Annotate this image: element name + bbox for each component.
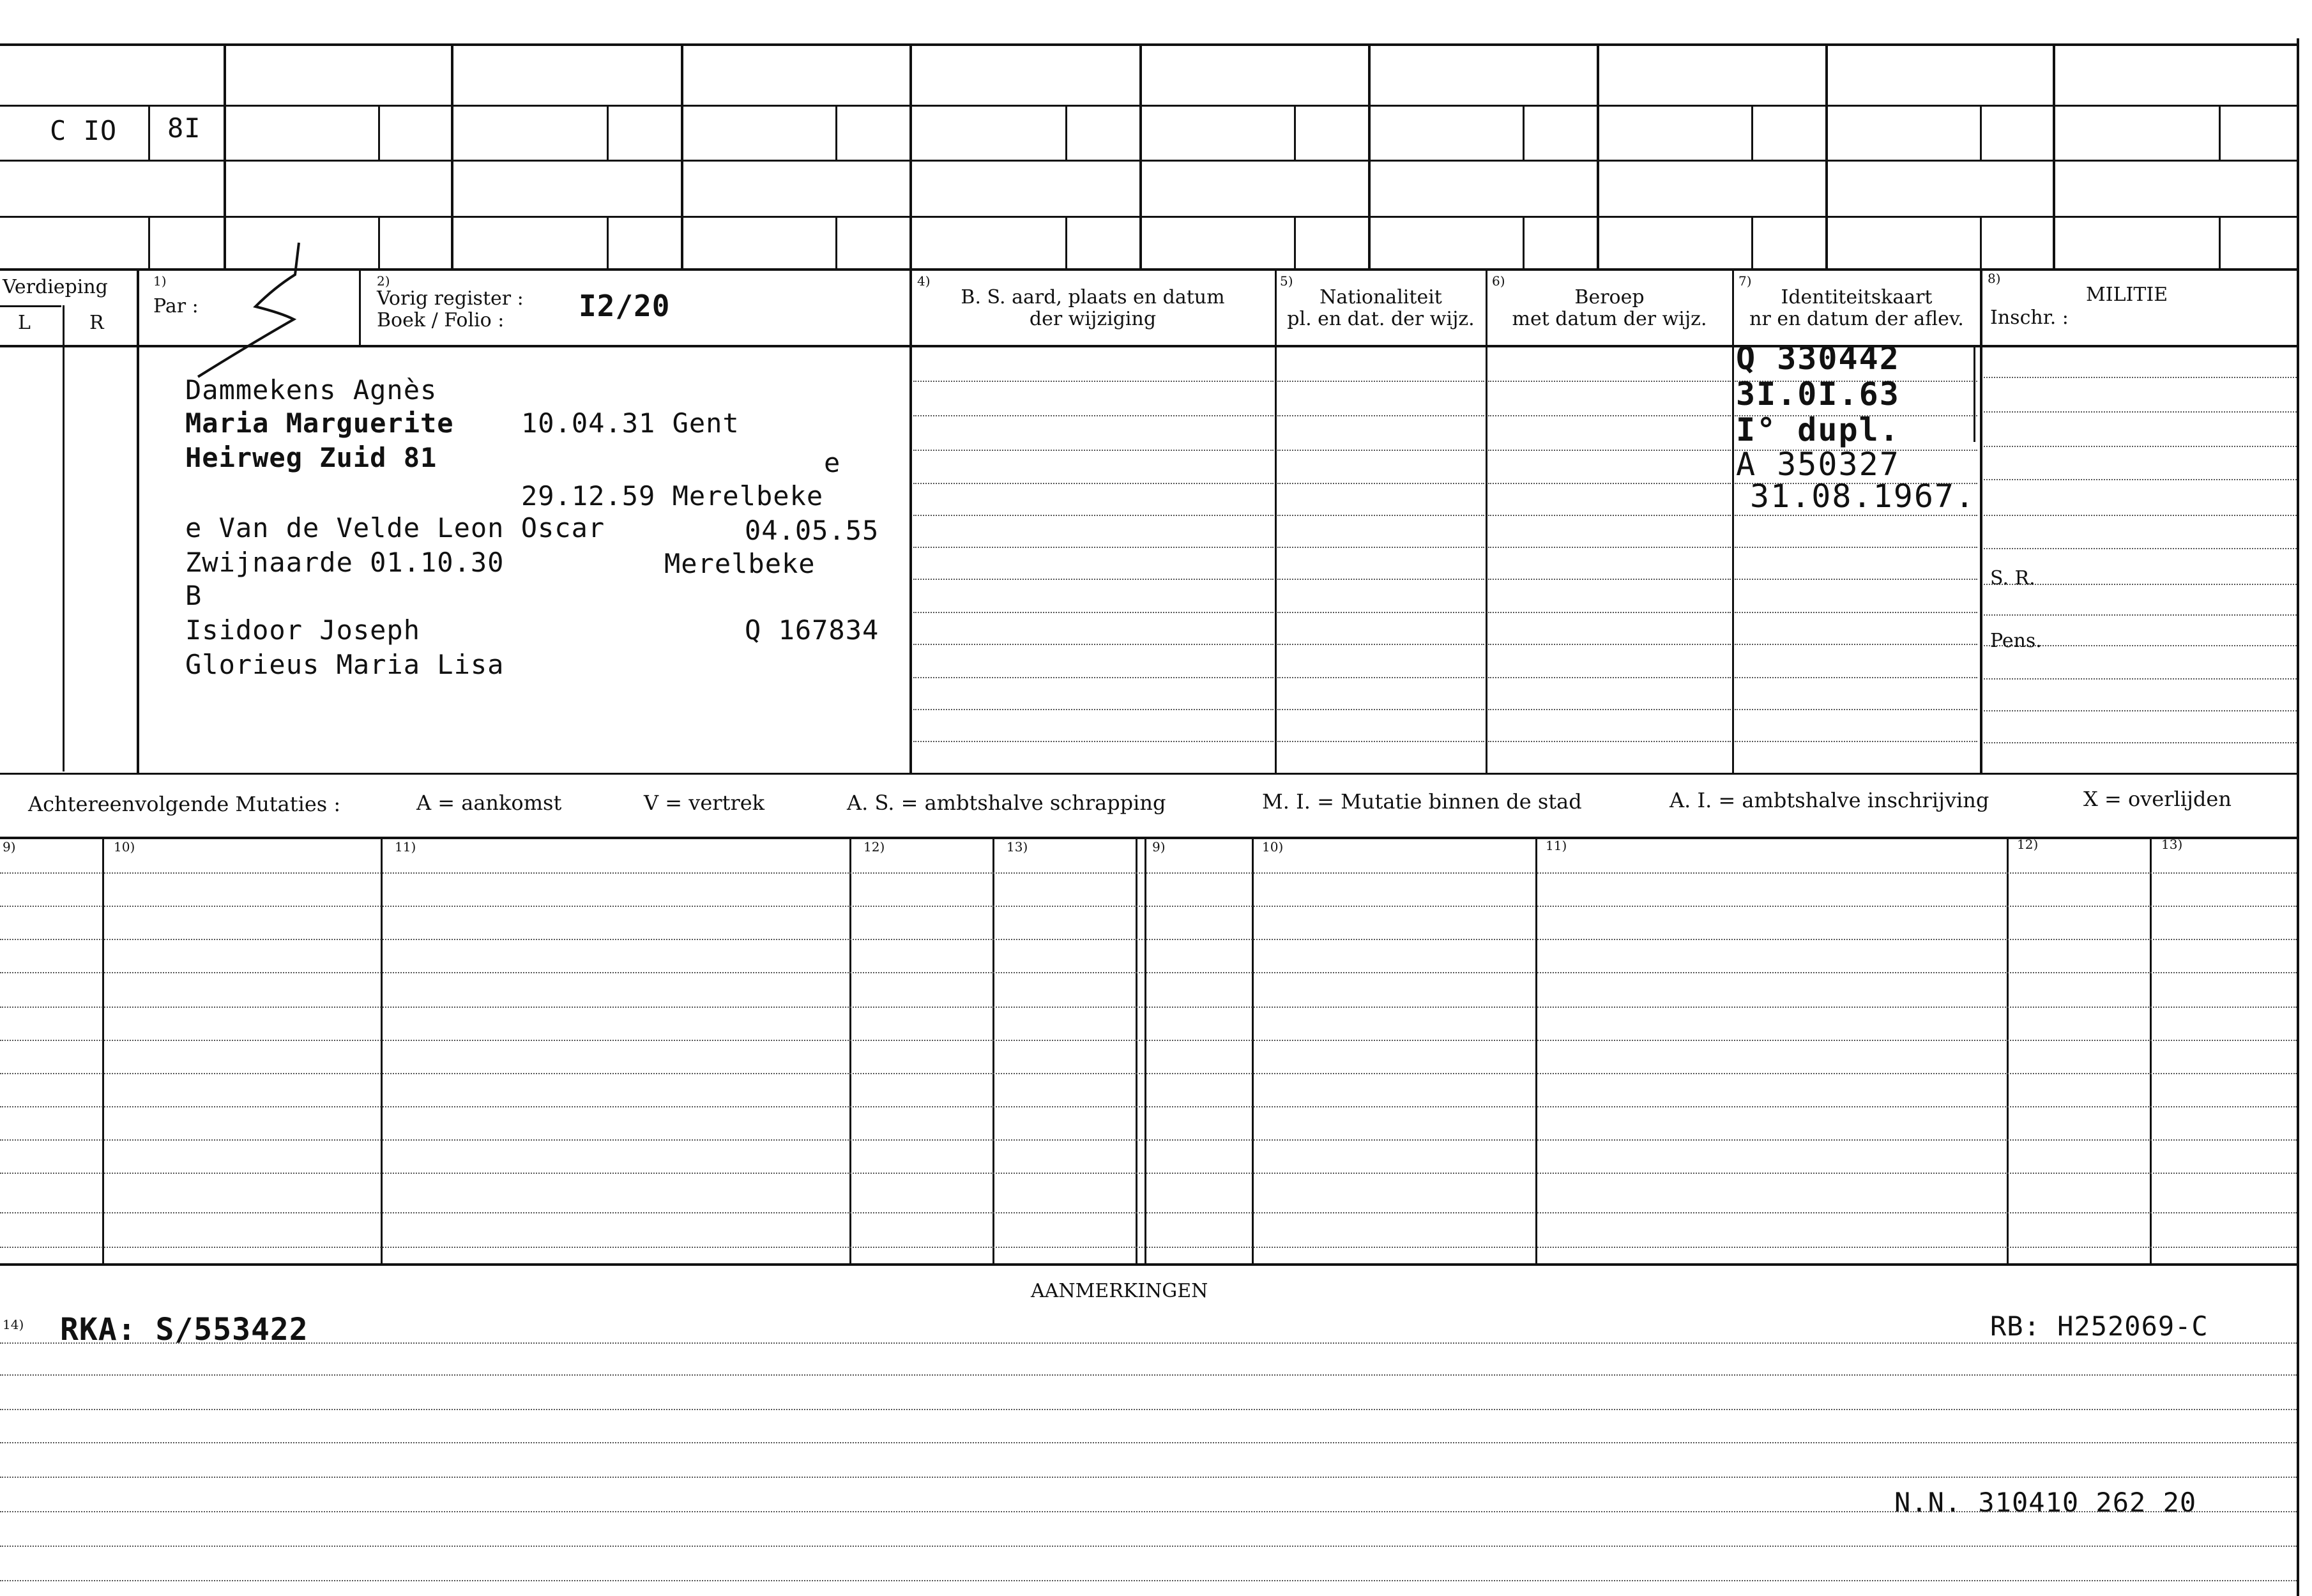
mut-left-col10: 10) <box>114 839 135 855</box>
nationaliteit-header-line2: pl. en dat. der wijz. <box>1287 308 1475 330</box>
person-name-line2: Maria Marguerite <box>185 407 454 439</box>
person-marriage-date: 04.05.55 <box>745 515 879 546</box>
identiteitskaart-header-line2: nr en datum der aflev. <box>1749 308 1964 330</box>
remarks-rb: RB: H252069-C <box>1990 1311 2209 1342</box>
person-address: Heirweg Zuid 81 <box>185 442 437 473</box>
id-card-new-date: 31.08.1967. <box>1750 478 1976 515</box>
legend-mutatie-binnen: M. I. = Mutatie binnen de stad <box>1262 789 1582 814</box>
beroep-header-line1: Beroep <box>1574 286 1645 308</box>
identiteitskaart-header-line1: Identiteitskaart <box>1781 286 1933 308</box>
bs-header-line1: B. S. aard, plaats en datum <box>961 286 1225 308</box>
id-card-duplicate: I° dupl. <box>1736 411 1900 448</box>
remarks-number: 14) <box>3 1317 24 1332</box>
remarks-rka: RKA: S/553422 <box>60 1312 308 1348</box>
person-spouse: e Van de Velde Leon Oscar <box>185 512 605 543</box>
person-mark-b: B <box>185 580 202 611</box>
mut-right-col11: 11) <box>1546 838 1567 853</box>
verdieping-label: Verdieping <box>3 276 108 298</box>
person-birth: 10.04.31 Gent <box>521 407 740 439</box>
legend-ambtshalve-inschrijving: A. I. = ambtshalve inschrijving <box>1669 788 1989 812</box>
legend-overlijden: X = overlijden <box>2083 787 2232 811</box>
person-mark-e: e <box>824 447 841 478</box>
person-mother: Glorieus Maria Lisa <box>185 649 505 680</box>
legend-vertrek: V = vertrek <box>644 791 765 815</box>
person-arrival: 29.12.59 Merelbeke <box>521 480 824 512</box>
mut-left-col9: 9) <box>3 839 16 855</box>
person-name-line1: Dammekens Agnès <box>185 374 437 406</box>
boek-folio-label: Boek / Folio : <box>377 309 505 331</box>
par-check-mark <box>185 236 313 383</box>
inschr-label: Inschr. : <box>1990 307 2069 329</box>
pens-label: Pens. <box>1990 630 2042 652</box>
l-label: L <box>18 312 31 334</box>
vorig-register-label: Vorig register : <box>377 287 524 310</box>
bs-header-line2: der wijziging <box>1029 308 1157 330</box>
col5-number: 5) <box>1280 273 1293 289</box>
r-label: R <box>89 312 104 334</box>
mut-right-col13: 13) <box>2161 837 2183 852</box>
col2-number: 2) <box>377 273 390 289</box>
mut-right-col12: 12) <box>2017 837 2039 852</box>
col4-number: 4) <box>917 273 931 289</box>
person-marriage-place: Merelbeke <box>664 548 816 579</box>
remarks-nn: N.N. 310410 262 20 <box>1894 1487 2197 1518</box>
mut-left-col12: 12) <box>863 839 885 855</box>
person-father: Isidoor Joseph <box>185 614 421 646</box>
id-card-date: 3I.0I.63 <box>1736 376 1900 413</box>
col8-number: 8) <box>1988 271 2001 286</box>
mut-left-col11: 11) <box>395 839 416 855</box>
person-father-code: Q 167834 <box>745 614 879 646</box>
beroep-header-line2: met datum der wijz. <box>1512 308 1707 330</box>
militie-header: MILITIE <box>2086 284 2168 306</box>
par-label: Par : <box>153 295 199 317</box>
code-left: C IO <box>50 115 118 146</box>
nationaliteit-header-line1: Nationaliteit <box>1320 286 1442 308</box>
person-spouse-birth: Zwijnaarde 01.10.30 <box>185 547 505 578</box>
col7-number: 7) <box>1738 273 1752 289</box>
col1-number: 1) <box>153 273 167 289</box>
col6-number: 6) <box>1492 273 1505 289</box>
legend-ambtshalve-schrapping: A. S. = ambtshalve schrapping <box>847 791 1166 815</box>
mut-left-col13: 13) <box>1007 839 1028 855</box>
right-edge <box>2297 38 2299 1596</box>
mut-right-col9: 9) <box>1152 839 1166 855</box>
mut-right-col10: 10) <box>1262 839 1284 855</box>
legend-aankomst: A = aankomst <box>416 791 562 815</box>
id-card-number: Q 330442 <box>1736 340 1900 377</box>
code-right: 8I <box>167 112 201 144</box>
remarks-title: AANMERKINGEN <box>1031 1280 1208 1302</box>
mutations-title: Achtereenvolgende Mutaties : <box>28 792 341 816</box>
vorig-register-value: I2/20 <box>579 289 671 323</box>
id-card-new-number: A 350327 <box>1736 446 1900 483</box>
sr-label: S. R. <box>1990 567 2035 589</box>
